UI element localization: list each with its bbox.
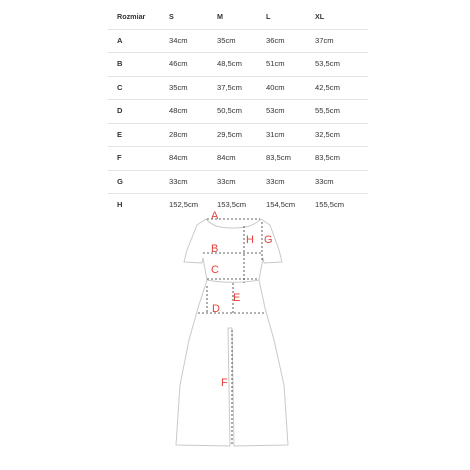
label-b: B [211, 243, 219, 255]
table-cell: 83,5cm [266, 153, 291, 162]
row-label: H [117, 200, 123, 209]
row-label: C [117, 82, 123, 92]
table-cell: 29,5cm [217, 129, 242, 139]
table-cell: 37cm [315, 35, 334, 45]
table-cell: 42,5cm [315, 82, 340, 92]
table-cell: 36cm [266, 35, 285, 45]
table-cell: 48,5cm [217, 59, 242, 68]
table-cell: 153,5cm [217, 200, 247, 209]
table-cell: 33cm [217, 176, 236, 186]
label-c: C [211, 264, 219, 276]
row-label: B [117, 59, 123, 68]
table-cell: 28cm [169, 129, 188, 139]
label-h: H [246, 234, 254, 246]
table-cell: 48cm [169, 106, 188, 115]
table-cell: 32,5cm [315, 129, 340, 139]
table-cell: 53cm [266, 106, 285, 115]
row-label: G [117, 176, 123, 186]
table-cell: 33cm [266, 176, 285, 186]
table-cell: 35cm [169, 82, 188, 92]
label-g: G [264, 234, 273, 246]
row-label: D [117, 106, 123, 115]
table-cell: 84cm [169, 153, 188, 162]
table-cell: 53,5cm [315, 59, 340, 68]
table-cell: 83,5cm [315, 153, 340, 162]
table-cell: 33cm [315, 176, 334, 186]
row-label: E [117, 129, 123, 139]
table-cell: 31cm [266, 129, 285, 139]
table-cell: 37,5cm [217, 82, 242, 92]
row-label: F [117, 153, 122, 162]
table-cell: 84cm [217, 153, 236, 162]
table-cell: 152,5cm [169, 200, 199, 209]
table-cell: 50,5cm [217, 106, 242, 115]
label-e: E [233, 292, 241, 304]
header-cell-l: L [266, 12, 271, 21]
measurement-lines [198, 219, 266, 444]
label-a: A [211, 210, 219, 222]
header-cell-size: Rozmiar [117, 12, 146, 21]
table-cell: 33cm [169, 176, 188, 186]
table-cell: 40cm [266, 82, 285, 92]
header-cell-xl: XL [315, 12, 325, 21]
table-cell: 34cm [169, 35, 188, 45]
table-cell: 46cm [169, 59, 188, 68]
table-cell: 154,5cm [266, 200, 296, 209]
header-cell-m: M [217, 12, 223, 21]
table-cell: 35cm [217, 35, 236, 45]
label-f: F [221, 377, 228, 389]
table-cell: 51cm [266, 59, 285, 68]
header-cell-s: S [169, 12, 174, 21]
label-d: D [212, 303, 220, 315]
table-cell: 155,5cm [315, 200, 345, 209]
row-label: A [117, 35, 123, 45]
table-cell: 55,5cm [315, 106, 340, 115]
